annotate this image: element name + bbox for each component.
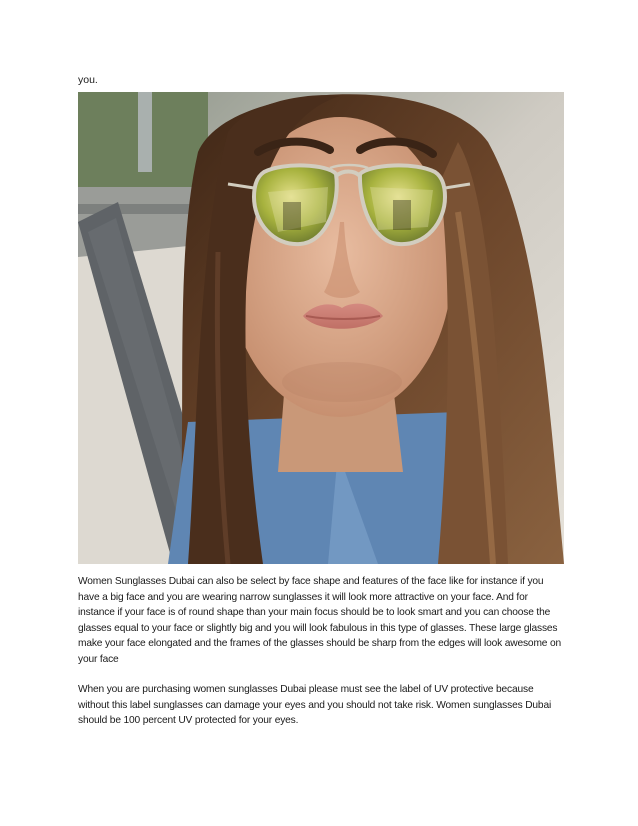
paragraph-face-shape: Women Sunglasses Dubai can also be select by face shape and features of the face like for instance if you have a big face and you are wearing narrow sunglasses it will look more attractive on your face. And for instance if your face is of round shape than your main focus should be to look smart and you can choose the glasses equal to your face or slightly big and you will look fabulous in this type of glasses. These large glasses make your face elongated and the frames of the glasses should be sharp from the edges will look awesome on your face <box>78 576 562 665</box>
sunglasses-photo <box>78 92 564 564</box>
paragraph-uv-protection: When you are purchasing women sunglasses Dubai please must see the label of UV protective because without this label sunglasses can damage your eyes and you should not take risk. Women sunglasses Dubai should be 100 percent UV protected for your eyes. <box>78 684 552 726</box>
photo-illustration <box>78 92 564 564</box>
lead-text: you. <box>78 74 98 86</box>
